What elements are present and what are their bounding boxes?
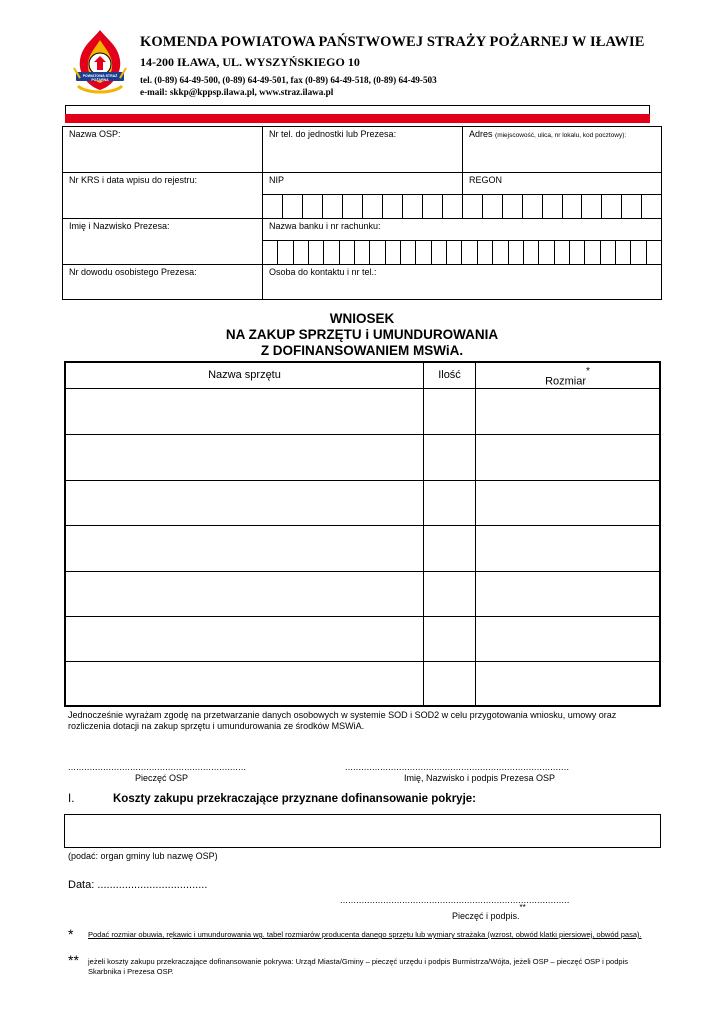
- date-field[interactable]: Data: ....................................: [68, 879, 208, 891]
- adres-label: Adres: [469, 129, 493, 139]
- header-email: e-mail: skkp@kppsp.ilawa.pl, www.straz.ilawa.pl: [140, 87, 334, 97]
- stamp-sign-mark: **: [519, 903, 526, 912]
- nip-label: NIP: [269, 175, 285, 185]
- kontakt-field[interactable]: [263, 265, 661, 299]
- table-row[interactable]: [66, 572, 659, 617]
- footnote-star-1: *: [68, 926, 74, 942]
- nr-tel-field[interactable]: [263, 127, 463, 173]
- footnote-text-2: jeżeli koszty zakupu przekraczające dofinansowanie pokrywa: Urząd Miasta/Gminy – pieczęć urzędu i podpis Burmistrza/Wójta, jeżeli OSP – pieczęć OSP i podpis Skarbnika i Prezesa OSP.: [88, 957, 628, 976]
- regon-label-cell: [463, 173, 661, 195]
- nazwa-osp-field[interactable]: [63, 127, 263, 173]
- stamp-sign-line[interactable]: .....................................................................................: [340, 895, 570, 905]
- title-line-2: NA ZAKUP SPRZĘTU i UMUNDUROWANIA: [225, 327, 499, 342]
- table-row[interactable]: [66, 617, 659, 662]
- table-row[interactable]: [66, 526, 659, 572]
- section-title: Koszty zakupu przekraczające przyznane dofinansowanie pokryje:: [113, 793, 476, 805]
- regon-label: REGON: [469, 175, 503, 185]
- stamp-osp-label: Pieczęć OSP: [135, 773, 189, 783]
- flag-white-stripe: [65, 105, 650, 114]
- footnote-text-1: Podać rozmiar obuwia, rękawic i umundurowania wg. tabel rozmiarów producenta danego sprzętu lub wymiary strażaka (wzrost, obwód klatki piersiowej, obwód pasa).: [88, 930, 642, 939]
- adres-field[interactable]: [463, 127, 661, 173]
- col-header-qty: Ilość: [424, 363, 476, 389]
- title-line-3: Z DOFINANSOWANIEM MSWiA.: [260, 343, 464, 358]
- section-number: I.: [68, 793, 75, 805]
- equipment-table: [64, 361, 661, 707]
- bank-account-boxes[interactable]: [263, 241, 661, 265]
- president-sign-line[interactable]: ...................................................................................: [345, 762, 570, 772]
- nip-label-cell: [263, 173, 463, 195]
- col-header-size: [476, 363, 659, 389]
- table-row[interactable]: [66, 481, 659, 526]
- adres-hint: (miejscowość, ulica, nr lokalu, kod pocztowy):: [495, 132, 627, 139]
- header-phones: tel. (0-89) 64-49-500, (0-89) 64-49-501, fax (0-89) 64-49-518, (0-89) 64-49-503: [140, 75, 437, 85]
- stamp-sign-text: Pieczęć i podpis.: [452, 911, 520, 921]
- col-header-name: Nazwa sprzętu: [66, 363, 424, 389]
- nr-tel-label: Nr tel. do jednostki lub Prezesa:: [269, 129, 397, 139]
- consent-text: Jednocześnie wyrażam zgodę na przetwarzanie danych osobowych w systemie SOD i SOD2 w celu przygotowania wniosku, umowy oraz rozliczenia dotacji na zakup sprzętu i umundurowania ze środków MSWiA.: [68, 710, 617, 731]
- bank-label-cell: [263, 219, 661, 241]
- logo-text: POWIATOWA STRAŻ POŻARNA: [82, 74, 118, 82]
- president-sign-label: Imię, Nazwisko i podpis Prezesa OSP: [404, 773, 556, 783]
- dowod-label: Nr dowodu osobistego Prezesa:: [69, 267, 197, 277]
- fire-brigade-logo-icon: [70, 28, 130, 98]
- nip-boxes[interactable]: [263, 195, 463, 219]
- col-header-size-label: Rozmiar: [545, 375, 587, 388]
- regon-boxes[interactable]: [463, 195, 661, 219]
- title-line-1: WNIOSEK: [329, 311, 395, 326]
- col-header-size-mark: *: [586, 366, 590, 377]
- footnote-star-2: **: [68, 952, 79, 968]
- bank-label: Nazwa banku i nr rachunku:: [269, 221, 381, 231]
- nazwa-osp-label: Nazwa OSP:: [69, 129, 121, 139]
- table-row[interactable]: [66, 662, 659, 705]
- imie-nazwisko-label: Imię i Nazwisko Prezesa:: [69, 221, 170, 231]
- funder-input-box[interactable]: [64, 814, 661, 848]
- nr-krs-field[interactable]: [63, 173, 263, 219]
- stamp-sign-label: [452, 903, 526, 921]
- header-address: 14-200 IŁAWA, UL. WYSZYŃSKIEGO 10: [140, 55, 360, 69]
- nr-krs-label: Nr KRS i data wpisu do rejestru:: [69, 175, 198, 185]
- flag-red-stripe: [65, 114, 650, 123]
- funder-hint: (podać: organ gminy lub nazwę OSP): [68, 851, 218, 861]
- table-row[interactable]: [66, 389, 659, 435]
- header-title: KOMENDA POWIATOWA PAŃSTWOWEJ STRAŻY POŻARNEJ W IŁAWIE: [140, 34, 645, 50]
- table-row[interactable]: [66, 435, 659, 481]
- dowod-field[interactable]: [63, 265, 263, 299]
- osp-info-table: [62, 126, 662, 300]
- kontakt-label: Osoba do kontaktu i nr tel.:: [269, 267, 377, 277]
- imie-nazwisko-field[interactable]: [63, 219, 263, 265]
- stamp-osp-line[interactable]: ..................................................................: [68, 762, 247, 772]
